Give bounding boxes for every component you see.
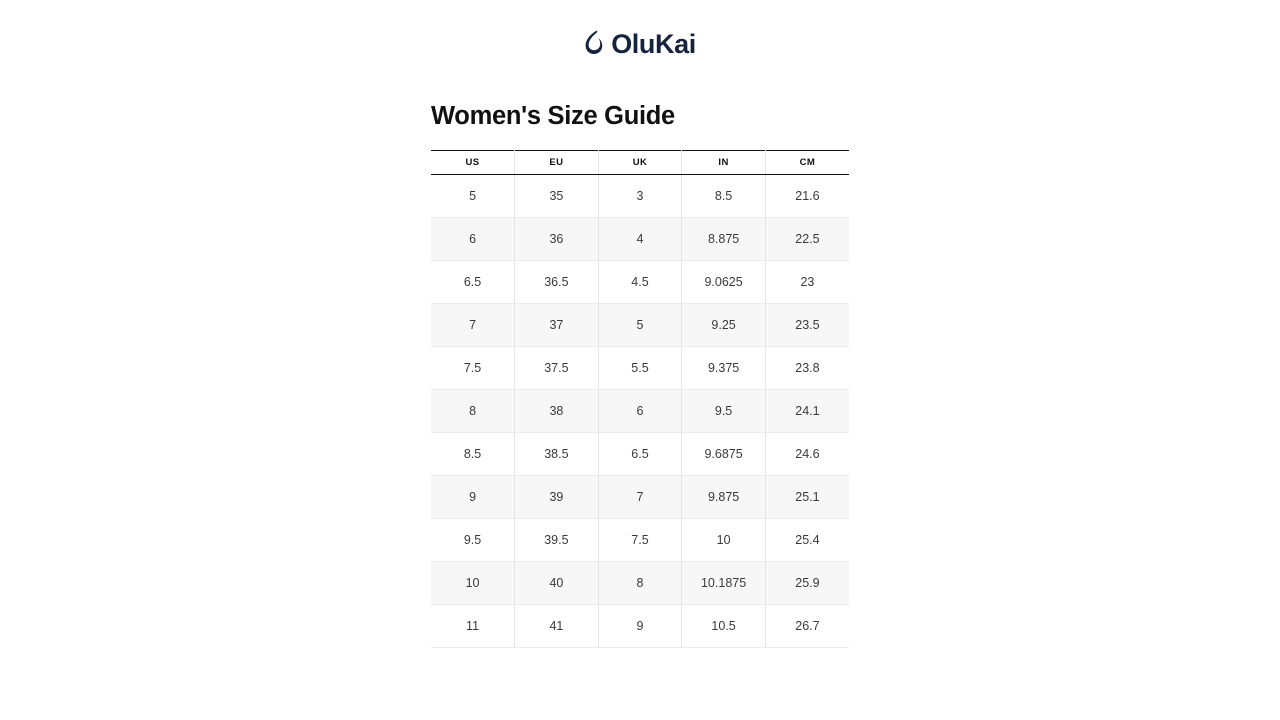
- table-cell-eu: 36: [515, 217, 599, 260]
- table-cell-uk: 9: [598, 604, 682, 647]
- table-cell-us: 7: [431, 303, 515, 346]
- table-cell-uk: 7: [598, 475, 682, 518]
- table-cell-eu: 39: [515, 475, 599, 518]
- table-cell-us: 8.5: [431, 432, 515, 475]
- table-cell-uk: 5: [598, 303, 682, 346]
- table-cell-uk: 6: [598, 389, 682, 432]
- table-cell-uk: 5.5: [598, 346, 682, 389]
- table-row: [431, 604, 849, 647]
- table-cell-uk: 6.5: [598, 432, 682, 475]
- table-cell-cm: 25.4: [765, 518, 849, 561]
- table-cell-cm: 23.5: [765, 303, 849, 346]
- table-cell-uk: 3: [598, 174, 682, 217]
- brand-header: [0, 0, 1280, 62]
- table-cell-eu: 37: [515, 303, 599, 346]
- table-row: [431, 432, 849, 475]
- table-cell-eu: 40: [515, 561, 599, 604]
- table-cell-eu: 37.5: [515, 346, 599, 389]
- table-cell-us: 8: [431, 389, 515, 432]
- table-cell-uk: 7.5: [598, 518, 682, 561]
- table-cell-in: 9.375: [682, 346, 766, 389]
- table-cell-in: 9.25: [682, 303, 766, 346]
- table-cell-in: 9.875: [682, 475, 766, 518]
- table-cell-us: 5: [431, 174, 515, 217]
- table-cell-cm: 25.9: [765, 561, 849, 604]
- table-cell-eu: 35: [515, 174, 599, 217]
- table-row: [431, 303, 849, 346]
- table-row: [431, 174, 849, 217]
- size-conversion-table: [431, 150, 849, 648]
- table-cell-eu: 38.5: [515, 432, 599, 475]
- column-header-eu: EU: [515, 150, 599, 174]
- table-row: [431, 561, 849, 604]
- table-cell-in: 8.5: [682, 174, 766, 217]
- page-title: Women's Size Guide: [431, 102, 675, 130]
- content-area: [431, 62, 849, 648]
- table-cell-cm: 25.1: [765, 475, 849, 518]
- table-cell-us: 10: [431, 561, 515, 604]
- column-header-uk: UK: [598, 150, 682, 174]
- olukai-drop-icon: [584, 29, 604, 60]
- table-cell-cm: 26.7: [765, 604, 849, 647]
- table-cell-uk: 4.5: [598, 260, 682, 303]
- table-cell-cm: 23.8: [765, 346, 849, 389]
- table-cell-us: 9: [431, 475, 515, 518]
- table-cell-us: 7.5: [431, 346, 515, 389]
- table-body: [431, 174, 849, 647]
- table-row: [431, 389, 849, 432]
- brand-lockup[interactable]: [584, 29, 696, 60]
- table-cell-eu: 38: [515, 389, 599, 432]
- table-row: [431, 260, 849, 303]
- column-header-in: IN: [682, 150, 766, 174]
- column-header-cm: CM: [765, 150, 849, 174]
- brand-name: OluKai: [611, 28, 696, 59]
- table-cell-in: 8.875: [682, 217, 766, 260]
- column-header-us: US: [431, 150, 515, 174]
- table-cell-eu: 41: [515, 604, 599, 647]
- table-row: [431, 217, 849, 260]
- table-header-row: [431, 150, 849, 174]
- table-cell-in: 10.5: [682, 604, 766, 647]
- table-cell-eu: 39.5: [515, 518, 599, 561]
- table-cell-uk: 8: [598, 561, 682, 604]
- table-header: [431, 150, 849, 174]
- table-cell-us: 9.5: [431, 518, 515, 561]
- table-cell-in: 10.1875: [682, 561, 766, 604]
- table-cell-cm: 22.5: [765, 217, 849, 260]
- table-cell-in: 9.0625: [682, 260, 766, 303]
- table-cell-cm: 24.6: [765, 432, 849, 475]
- table-row: [431, 475, 849, 518]
- table-cell-us: 11: [431, 604, 515, 647]
- table-row: [431, 518, 849, 561]
- table-cell-eu: 36.5: [515, 260, 599, 303]
- table-row: [431, 346, 849, 389]
- table-cell-us: 6: [431, 217, 515, 260]
- table-cell-in: 9.5: [682, 389, 766, 432]
- table-cell-cm: 21.6: [765, 174, 849, 217]
- table-cell-cm: 23: [765, 260, 849, 303]
- table-cell-uk: 4: [598, 217, 682, 260]
- table-cell-in: 9.6875: [682, 432, 766, 475]
- table-cell-in: 10: [682, 518, 766, 561]
- table-cell-cm: 24.1: [765, 389, 849, 432]
- table-cell-us: 6.5: [431, 260, 515, 303]
